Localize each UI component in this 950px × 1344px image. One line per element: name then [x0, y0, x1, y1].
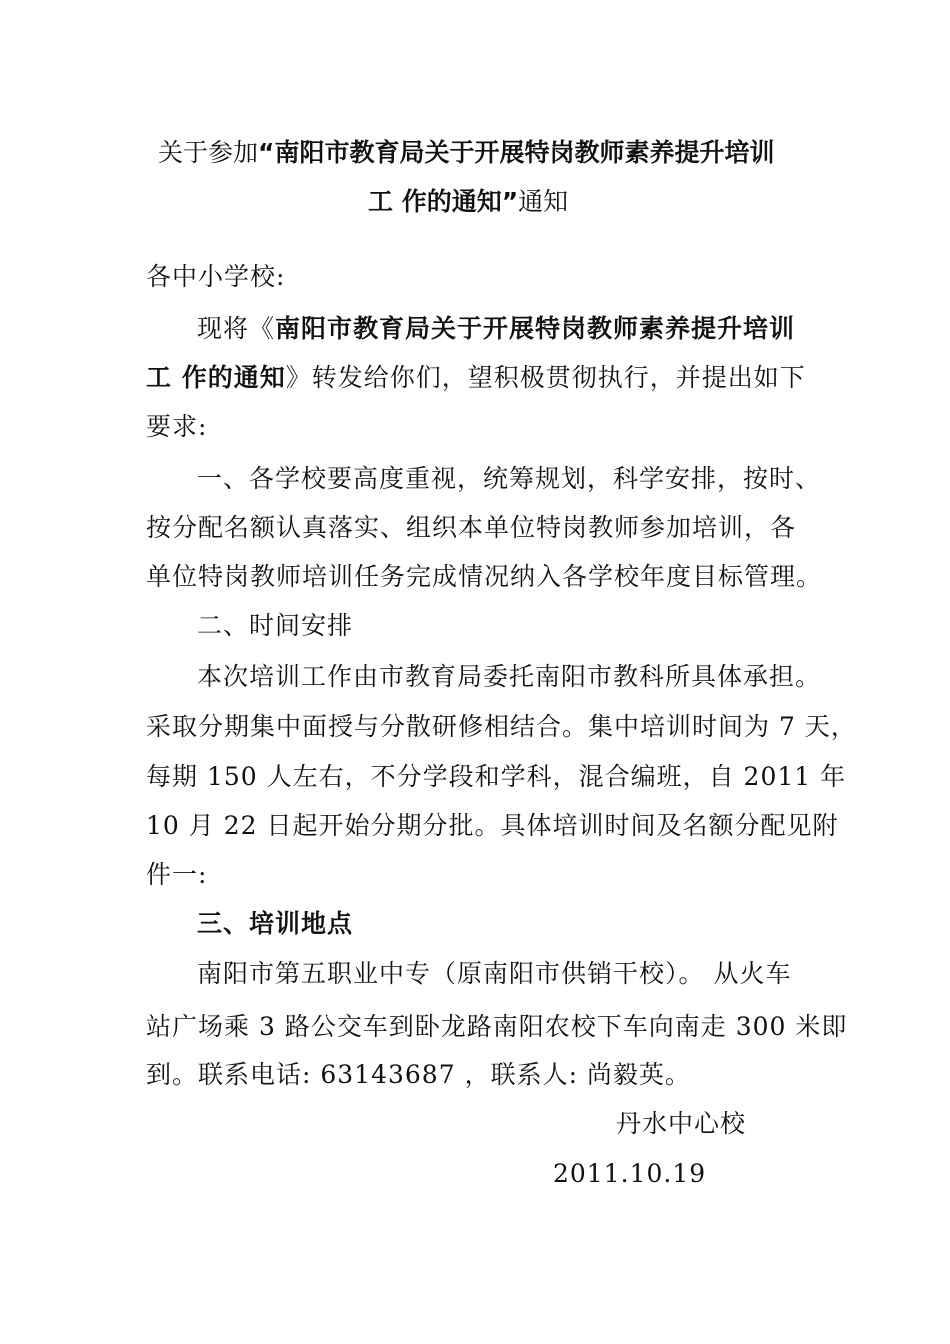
title-bold-part-2: 工 作的通知”	[368, 187, 519, 216]
intro-suffix: 》转发给你们，望积极贯彻执行，并提出如下	[285, 363, 806, 392]
salutation: 各中小学校:	[146, 262, 286, 291]
section2-line-5: 件一:	[146, 860, 208, 889]
section3-line-1: 南阳市第五职业中专（原南阳市供销干校）。 从火车	[197, 959, 792, 988]
section1-line-2: 按分配名额认真落实、组织本单位特岗教师参加培训，各	[146, 513, 797, 542]
title-suffix: 通知	[518, 187, 569, 216]
intro-bold-title-2: 工 作的通知	[146, 363, 286, 392]
section3-line-2: 站广场乘 3 路公交车到卧龙路南阳农校下车向南走 300 米即	[146, 1012, 848, 1041]
intro-line-1	[197, 313, 795, 345]
signature-date: 2011.10.19	[553, 1159, 707, 1188]
section3-line-3: 到。联系电话: 63143687 ，联系人: 尚毅英。	[146, 1060, 691, 1089]
section2-line-2: 采取分期集中面授与分散研修相结合。集中培训时间为 7 天，	[146, 712, 857, 741]
document-title-line-1	[158, 137, 774, 169]
section3-heading: 三、培训地点	[197, 909, 354, 938]
signature-org: 丹水中心校	[616, 1109, 747, 1138]
intro-bold-title: 南阳市教育局关于开展特岗教师素养提升培训	[275, 314, 796, 343]
intro-line-2	[146, 362, 806, 394]
title-bold-part: “南阳市教育局关于开展特岗教师素养提升培训	[258, 138, 775, 167]
document-title-line-2	[368, 186, 568, 218]
intro-prefix: 现将《	[197, 314, 276, 343]
section1-line-3: 单位特岗教师培训任务完成情况纳入各学校年度目标管理。	[146, 562, 823, 591]
section1-line-1: 一、各学校要高度重视，统筹规划，科学安排，按时、	[197, 464, 822, 493]
section2-heading: 二、时间安排	[197, 611, 354, 640]
section2-line-3: 每期 150 人左右，不分学段和学科，混合编班，自 2011 年	[146, 762, 847, 791]
title-prefix: 关于参加	[158, 138, 259, 167]
section2-line-4: 10 月 22 日起开始分期分批。具体培训时间及名额分配见附	[146, 811, 839, 840]
section2-line-1: 本次培训工作由市教育局委托南阳市教科所具体承担。	[197, 662, 822, 691]
intro-line-3: 要求:	[146, 412, 208, 441]
